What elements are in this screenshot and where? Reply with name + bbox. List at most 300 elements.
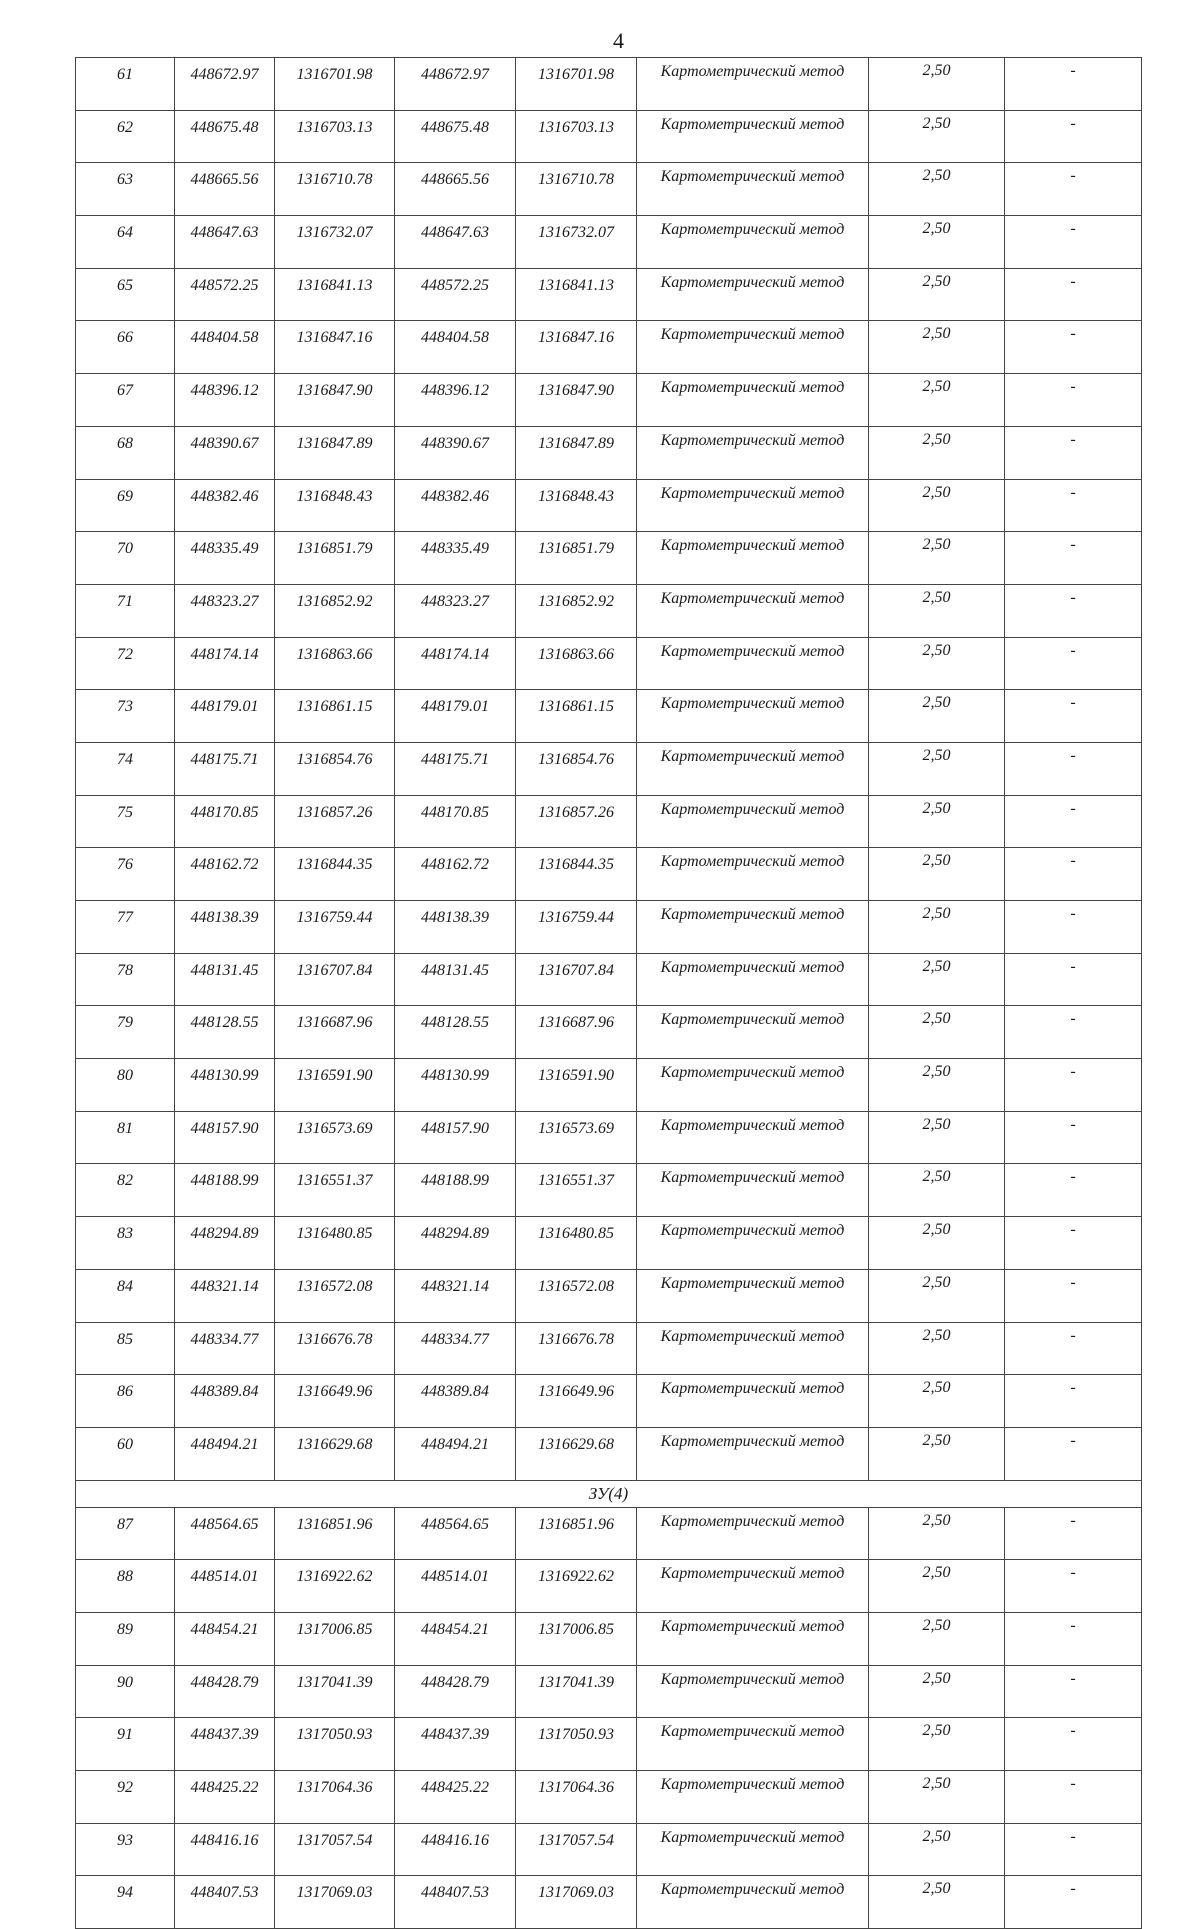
cell-y-existing: 1317041.39 — [275, 1665, 395, 1718]
cell-y-new: 1316759.44 — [516, 901, 637, 954]
cell-x-new: 448179.01 — [395, 690, 516, 743]
cell-note: - — [1005, 1164, 1142, 1217]
cell-y-existing: 1316572.08 — [275, 1269, 395, 1322]
cell-y-new: 1316851.79 — [516, 532, 637, 585]
table-row — [76, 637, 1142, 690]
cell-y-new: 1316480.85 — [516, 1217, 637, 1270]
cell-point-number: 93 — [76, 1823, 175, 1876]
cell-x-new: 448174.14 — [395, 637, 516, 690]
cell-y-new: 1316854.76 — [516, 742, 637, 795]
cell-y-new: 1316847.16 — [516, 321, 637, 374]
cell-method: Картометрический метод — [637, 1322, 869, 1375]
cell-x-new: 448672.97 — [395, 58, 516, 111]
cell-point-number: 74 — [76, 742, 175, 795]
cell-y-new: 1316841.13 — [516, 268, 637, 321]
cell-method: Картометрический метод — [637, 1427, 869, 1480]
cell-method: Картометрический метод — [637, 1006, 869, 1059]
table-row — [76, 268, 1142, 321]
cell-method: Картометрический метод — [637, 690, 869, 743]
cell-x-new: 448131.45 — [395, 953, 516, 1006]
cell-y-new: 1317041.39 — [516, 1665, 637, 1718]
cell-note: - — [1005, 901, 1142, 954]
cell-x-existing: 448162.72 — [175, 848, 275, 901]
cell-x-existing: 448179.01 — [175, 690, 275, 743]
cell-point-number: 71 — [76, 584, 175, 637]
table-row — [76, 953, 1142, 1006]
cell-method: Картометрический метод — [637, 1269, 869, 1322]
cell-y-existing: 1316703.13 — [275, 110, 395, 163]
cell-x-existing: 448564.65 — [175, 1507, 275, 1560]
cell-x-new: 448128.55 — [395, 1006, 516, 1059]
cell-method: Картометрический метод — [637, 58, 869, 111]
cell-y-new: 1316591.90 — [516, 1059, 637, 1112]
cell-note: - — [1005, 584, 1142, 637]
cell-y-new: 1316861.15 — [516, 690, 637, 743]
cell-point-number: 90 — [76, 1665, 175, 1718]
cell-y-existing: 1316649.96 — [275, 1375, 395, 1428]
table-row — [76, 321, 1142, 374]
cell-x-existing: 448335.49 — [175, 532, 275, 585]
cell-y-existing: 1317069.03 — [275, 1876, 395, 1929]
cell-point-number: 92 — [76, 1771, 175, 1824]
cell-y-new: 1317064.36 — [516, 1771, 637, 1824]
table-row — [76, 795, 1142, 848]
cell-method: Картометрический метод — [637, 1164, 869, 1217]
cell-point-number: 79 — [76, 1006, 175, 1059]
table-body-before — [76, 58, 1142, 1481]
cell-y-existing: 1316851.79 — [275, 532, 395, 585]
cell-y-new: 1317050.93 — [516, 1718, 637, 1771]
cell-x-existing: 448437.39 — [175, 1718, 275, 1771]
cell-y-new: 1316676.78 — [516, 1322, 637, 1375]
cell-method: Картометрический метод — [637, 953, 869, 1006]
cell-accuracy: 2,50 — [869, 1059, 1005, 1112]
cell-x-new: 448162.72 — [395, 848, 516, 901]
cell-accuracy: 2,50 — [869, 1507, 1005, 1560]
cell-point-number: 87 — [76, 1507, 175, 1560]
cell-method: Картометрический метод — [637, 1111, 869, 1164]
table-row — [76, 1164, 1142, 1217]
table-row — [76, 216, 1142, 269]
cell-y-existing: 1316591.90 — [275, 1059, 395, 1112]
cell-x-new: 448170.85 — [395, 795, 516, 848]
cell-point-number: 82 — [76, 1164, 175, 1217]
cell-x-existing: 448131.45 — [175, 953, 275, 1006]
cell-y-existing: 1316841.13 — [275, 268, 395, 321]
table-row — [76, 426, 1142, 479]
cell-x-new: 448675.48 — [395, 110, 516, 163]
cell-y-existing: 1316710.78 — [275, 163, 395, 216]
table-body-section — [76, 1480, 1142, 1507]
cell-x-existing: 448389.84 — [175, 1375, 275, 1428]
cell-y-existing: 1317006.85 — [275, 1612, 395, 1665]
cell-y-new: 1316707.84 — [516, 953, 637, 1006]
cell-y-new: 1317069.03 — [516, 1876, 637, 1929]
table-row — [76, 374, 1142, 427]
cell-note: - — [1005, 479, 1142, 532]
cell-x-existing: 448390.67 — [175, 426, 275, 479]
cell-method: Картометрический метод — [637, 795, 869, 848]
cell-method: Картометрический метод — [637, 532, 869, 585]
table-row — [76, 163, 1142, 216]
cell-point-number: 70 — [76, 532, 175, 585]
page-number: 4 — [613, 28, 624, 53]
table-row — [76, 742, 1142, 795]
cell-y-new: 1316629.68 — [516, 1427, 637, 1480]
cell-x-new: 448494.21 — [395, 1427, 516, 1480]
cell-y-existing: 1317050.93 — [275, 1718, 395, 1771]
cell-accuracy: 2,50 — [869, 584, 1005, 637]
cell-accuracy: 2,50 — [869, 1269, 1005, 1322]
table-body-after — [76, 1507, 1142, 1929]
cell-x-new: 448130.99 — [395, 1059, 516, 1112]
cell-point-number: 61 — [76, 58, 175, 111]
cell-accuracy: 2,50 — [869, 1006, 1005, 1059]
cell-x-new: 448514.01 — [395, 1560, 516, 1613]
table-row — [76, 1059, 1142, 1112]
table-row — [76, 848, 1142, 901]
cell-x-new: 448454.21 — [395, 1612, 516, 1665]
cell-x-existing: 448514.01 — [175, 1560, 275, 1613]
table-row — [76, 1771, 1142, 1824]
cell-y-new: 1316857.26 — [516, 795, 637, 848]
cell-note: - — [1005, 795, 1142, 848]
cell-point-number: 85 — [76, 1322, 175, 1375]
cell-point-number: 68 — [76, 426, 175, 479]
cell-x-new: 448572.25 — [395, 268, 516, 321]
cell-point-number: 75 — [76, 795, 175, 848]
table-row — [76, 1612, 1142, 1665]
cell-accuracy: 2,50 — [869, 321, 1005, 374]
cell-y-existing: 1316851.96 — [275, 1507, 395, 1560]
cell-y-existing: 1316857.26 — [275, 795, 395, 848]
cell-accuracy: 2,50 — [869, 163, 1005, 216]
cell-x-existing: 448175.71 — [175, 742, 275, 795]
cell-x-new: 448175.71 — [395, 742, 516, 795]
cell-method: Картометрический метод — [637, 216, 869, 269]
cell-x-existing: 448294.89 — [175, 1217, 275, 1270]
cell-note: - — [1005, 1322, 1142, 1375]
cell-x-new: 448323.27 — [395, 584, 516, 637]
cell-accuracy: 2,50 — [869, 1665, 1005, 1718]
cell-y-new: 1317006.85 — [516, 1612, 637, 1665]
cell-x-existing: 448407.53 — [175, 1876, 275, 1929]
table-row — [76, 1269, 1142, 1322]
cell-y-new: 1316572.08 — [516, 1269, 637, 1322]
cell-y-existing: 1316573.69 — [275, 1111, 395, 1164]
cell-y-existing: 1316707.84 — [275, 953, 395, 1006]
cell-note: - — [1005, 58, 1142, 111]
cell-accuracy: 2,50 — [869, 532, 1005, 585]
cell-x-existing: 448572.25 — [175, 268, 275, 321]
cell-point-number: 80 — [76, 1059, 175, 1112]
table-row — [76, 1006, 1142, 1059]
cell-note: - — [1005, 268, 1142, 321]
cell-x-new: 448138.39 — [395, 901, 516, 954]
cell-note: - — [1005, 1059, 1142, 1112]
table-row — [76, 1718, 1142, 1771]
cell-y-existing: 1316861.15 — [275, 690, 395, 743]
cell-y-new: 1316847.90 — [516, 374, 637, 427]
cell-y-existing: 1316732.07 — [275, 216, 395, 269]
cell-accuracy: 2,50 — [869, 1427, 1005, 1480]
cell-y-existing: 1316676.78 — [275, 1322, 395, 1375]
cell-x-existing: 448323.27 — [175, 584, 275, 637]
cell-y-existing: 1316701.98 — [275, 58, 395, 111]
cell-y-new: 1316863.66 — [516, 637, 637, 690]
table-row — [76, 1665, 1142, 1718]
cell-method: Картометрический метод — [637, 584, 869, 637]
cell-method: Картометрический метод — [637, 268, 869, 321]
table-row — [76, 584, 1142, 637]
cell-x-existing: 448404.58 — [175, 321, 275, 374]
cell-point-number: 63 — [76, 163, 175, 216]
cell-x-existing: 448130.99 — [175, 1059, 275, 1112]
cell-x-new: 448389.84 — [395, 1375, 516, 1428]
cell-x-new: 448416.16 — [395, 1823, 516, 1876]
cell-y-existing: 1316854.76 — [275, 742, 395, 795]
cell-note: - — [1005, 426, 1142, 479]
table-row — [76, 110, 1142, 163]
cell-accuracy: 2,50 — [869, 690, 1005, 743]
cell-method: Картометрический метод — [637, 1718, 869, 1771]
cell-method: Картометрический метод — [637, 1507, 869, 1560]
cell-x-new: 448188.99 — [395, 1164, 516, 1217]
cell-x-new: 448647.63 — [395, 216, 516, 269]
cell-x-new: 448407.53 — [395, 1876, 516, 1929]
cell-note: - — [1005, 1427, 1142, 1480]
cell-y-existing: 1316922.62 — [275, 1560, 395, 1613]
cell-point-number: 91 — [76, 1718, 175, 1771]
cell-x-existing: 448454.21 — [175, 1612, 275, 1665]
cell-y-existing: 1316847.16 — [275, 321, 395, 374]
table-row — [76, 901, 1142, 954]
cell-method: Картометрический метод — [637, 426, 869, 479]
cell-note: - — [1005, 1876, 1142, 1929]
cell-point-number: 94 — [76, 1876, 175, 1929]
cell-x-existing: 448157.90 — [175, 1111, 275, 1164]
cell-accuracy: 2,50 — [869, 1111, 1005, 1164]
cell-x-existing: 448675.48 — [175, 110, 275, 163]
cell-note: - — [1005, 532, 1142, 585]
cell-x-existing: 448138.39 — [175, 901, 275, 954]
cell-y-new: 1316851.96 — [516, 1507, 637, 1560]
cell-point-number: 72 — [76, 637, 175, 690]
cell-y-new: 1316847.89 — [516, 426, 637, 479]
cell-method: Картометрический метод — [637, 1560, 869, 1613]
table-row — [76, 1823, 1142, 1876]
cell-method: Картометрический метод — [637, 374, 869, 427]
cell-note: - — [1005, 163, 1142, 216]
cell-accuracy: 2,50 — [869, 848, 1005, 901]
cell-y-existing: 1316687.96 — [275, 1006, 395, 1059]
cell-x-existing: 448128.55 — [175, 1006, 275, 1059]
table-row — [76, 1322, 1142, 1375]
cell-y-existing: 1316863.66 — [275, 637, 395, 690]
cell-accuracy: 2,50 — [869, 742, 1005, 795]
cell-y-new: 1316703.13 — [516, 110, 637, 163]
table-row — [76, 1507, 1142, 1560]
cell-method: Картометрический метод — [637, 479, 869, 532]
cell-point-number: 88 — [76, 1560, 175, 1613]
table-row — [76, 1111, 1142, 1164]
cell-note: - — [1005, 848, 1142, 901]
cell-accuracy: 2,50 — [869, 1876, 1005, 1929]
cell-accuracy: 2,50 — [869, 637, 1005, 690]
cell-method: Картометрический метод — [637, 637, 869, 690]
cell-x-existing: 448494.21 — [175, 1427, 275, 1480]
cell-x-new: 448157.90 — [395, 1111, 516, 1164]
cell-method: Картометрический метод — [637, 110, 869, 163]
cell-x-existing: 448425.22 — [175, 1771, 275, 1824]
cell-accuracy: 2,50 — [869, 953, 1005, 1006]
cell-accuracy: 2,50 — [869, 426, 1005, 479]
cell-accuracy: 2,50 — [869, 374, 1005, 427]
cell-x-existing: 448382.46 — [175, 479, 275, 532]
cell-x-existing: 448321.14 — [175, 1269, 275, 1322]
cell-y-existing: 1317057.54 — [275, 1823, 395, 1876]
cell-x-new: 448404.58 — [395, 321, 516, 374]
cell-method: Картометрический метод — [637, 848, 869, 901]
cell-accuracy: 2,50 — [869, 1718, 1005, 1771]
cell-method: Картометрический метод — [637, 1771, 869, 1824]
cell-accuracy: 2,50 — [869, 1560, 1005, 1613]
cell-y-existing: 1316848.43 — [275, 479, 395, 532]
cell-x-existing: 448428.79 — [175, 1665, 275, 1718]
cell-x-new: 448665.56 — [395, 163, 516, 216]
cell-x-existing: 448396.12 — [175, 374, 275, 427]
cell-method: Картометрический метод — [637, 1876, 869, 1929]
cell-method: Картометрический метод — [637, 163, 869, 216]
cell-note: - — [1005, 1111, 1142, 1164]
section-label: ЗУ(4) — [76, 1480, 1142, 1507]
cell-x-new: 448428.79 — [395, 1665, 516, 1718]
table-row — [76, 532, 1142, 585]
cell-y-existing: 1316480.85 — [275, 1217, 395, 1270]
cell-y-existing: 1316847.90 — [275, 374, 395, 427]
cell-x-existing: 448416.16 — [175, 1823, 275, 1876]
cell-x-new: 448437.39 — [395, 1718, 516, 1771]
table-row — [76, 1375, 1142, 1428]
cell-point-number: 67 — [76, 374, 175, 427]
cell-accuracy: 2,50 — [869, 1612, 1005, 1665]
cell-x-new: 448564.65 — [395, 1507, 516, 1560]
cell-x-existing: 448647.63 — [175, 216, 275, 269]
cell-method: Картометрический метод — [637, 742, 869, 795]
cell-x-new: 448396.12 — [395, 374, 516, 427]
table-row — [76, 690, 1142, 743]
cell-y-existing: 1316759.44 — [275, 901, 395, 954]
cell-accuracy: 2,50 — [869, 1217, 1005, 1270]
cell-accuracy: 2,50 — [869, 1164, 1005, 1217]
cell-accuracy: 2,50 — [869, 1322, 1005, 1375]
cell-y-existing: 1316847.89 — [275, 426, 395, 479]
cell-y-new: 1316844.35 — [516, 848, 637, 901]
cell-point-number: 81 — [76, 1111, 175, 1164]
cell-point-number: 65 — [76, 268, 175, 321]
cell-accuracy: 2,50 — [869, 268, 1005, 321]
cell-x-new: 448390.67 — [395, 426, 516, 479]
cell-method: Картометрический метод — [637, 1612, 869, 1665]
cell-point-number: 73 — [76, 690, 175, 743]
cell-note: - — [1005, 1823, 1142, 1876]
cell-note: - — [1005, 1375, 1142, 1428]
cell-point-number: 62 — [76, 110, 175, 163]
cell-x-existing: 448174.14 — [175, 637, 275, 690]
cell-note: - — [1005, 1560, 1142, 1613]
cell-note: - — [1005, 110, 1142, 163]
cell-point-number: 60 — [76, 1427, 175, 1480]
cell-point-number: 86 — [76, 1375, 175, 1428]
cell-y-new: 1316732.07 — [516, 216, 637, 269]
cell-y-new: 1316551.37 — [516, 1164, 637, 1217]
table-row — [76, 1217, 1142, 1270]
cell-y-existing: 1316629.68 — [275, 1427, 395, 1480]
cell-accuracy: 2,50 — [869, 1375, 1005, 1428]
cell-y-existing: 1317064.36 — [275, 1771, 395, 1824]
cell-note: - — [1005, 1006, 1142, 1059]
cell-method: Картометрический метод — [637, 1665, 869, 1718]
cell-note: - — [1005, 1507, 1142, 1560]
cell-point-number: 66 — [76, 321, 175, 374]
cell-note: - — [1005, 374, 1142, 427]
cell-y-new: 1317057.54 — [516, 1823, 637, 1876]
cell-x-existing: 448672.97 — [175, 58, 275, 111]
cell-note: - — [1005, 742, 1142, 795]
cell-x-new: 448334.77 — [395, 1322, 516, 1375]
cell-method: Картометрический метод — [637, 1823, 869, 1876]
section-row — [76, 1480, 1142, 1507]
table-row — [76, 1427, 1142, 1480]
table-row — [76, 479, 1142, 532]
cell-method: Картометрический метод — [637, 901, 869, 954]
cell-y-new: 1316687.96 — [516, 1006, 637, 1059]
cell-note: - — [1005, 1612, 1142, 1665]
cell-x-existing: 448334.77 — [175, 1322, 275, 1375]
cell-point-number: 77 — [76, 901, 175, 954]
cell-y-new: 1316710.78 — [516, 163, 637, 216]
coordinates-table — [75, 57, 1142, 1929]
cell-accuracy: 2,50 — [869, 479, 1005, 532]
cell-note: - — [1005, 321, 1142, 374]
cell-method: Картометрический метод — [637, 1217, 869, 1270]
cell-accuracy: 2,50 — [869, 1771, 1005, 1824]
cell-method: Картометрический метод — [637, 1375, 869, 1428]
cell-accuracy: 2,50 — [869, 110, 1005, 163]
cell-x-existing: 448170.85 — [175, 795, 275, 848]
cell-note: - — [1005, 1718, 1142, 1771]
cell-y-existing: 1316844.35 — [275, 848, 395, 901]
cell-x-new: 448382.46 — [395, 479, 516, 532]
cell-point-number: 83 — [76, 1217, 175, 1270]
cell-note: - — [1005, 216, 1142, 269]
cell-accuracy: 2,50 — [869, 795, 1005, 848]
cell-y-existing: 1316852.92 — [275, 584, 395, 637]
cell-point-number: 64 — [76, 216, 175, 269]
cell-point-number: 76 — [76, 848, 175, 901]
cell-method: Картометрический метод — [637, 1059, 869, 1112]
cell-point-number: 78 — [76, 953, 175, 1006]
cell-x-new: 448321.14 — [395, 1269, 516, 1322]
cell-accuracy: 2,50 — [869, 216, 1005, 269]
cell-note: - — [1005, 690, 1142, 743]
cell-x-new: 448425.22 — [395, 1771, 516, 1824]
cell-point-number: 84 — [76, 1269, 175, 1322]
cell-accuracy: 2,50 — [869, 58, 1005, 111]
cell-y-existing: 1316551.37 — [275, 1164, 395, 1217]
cell-x-new: 448335.49 — [395, 532, 516, 585]
cell-note: - — [1005, 637, 1142, 690]
